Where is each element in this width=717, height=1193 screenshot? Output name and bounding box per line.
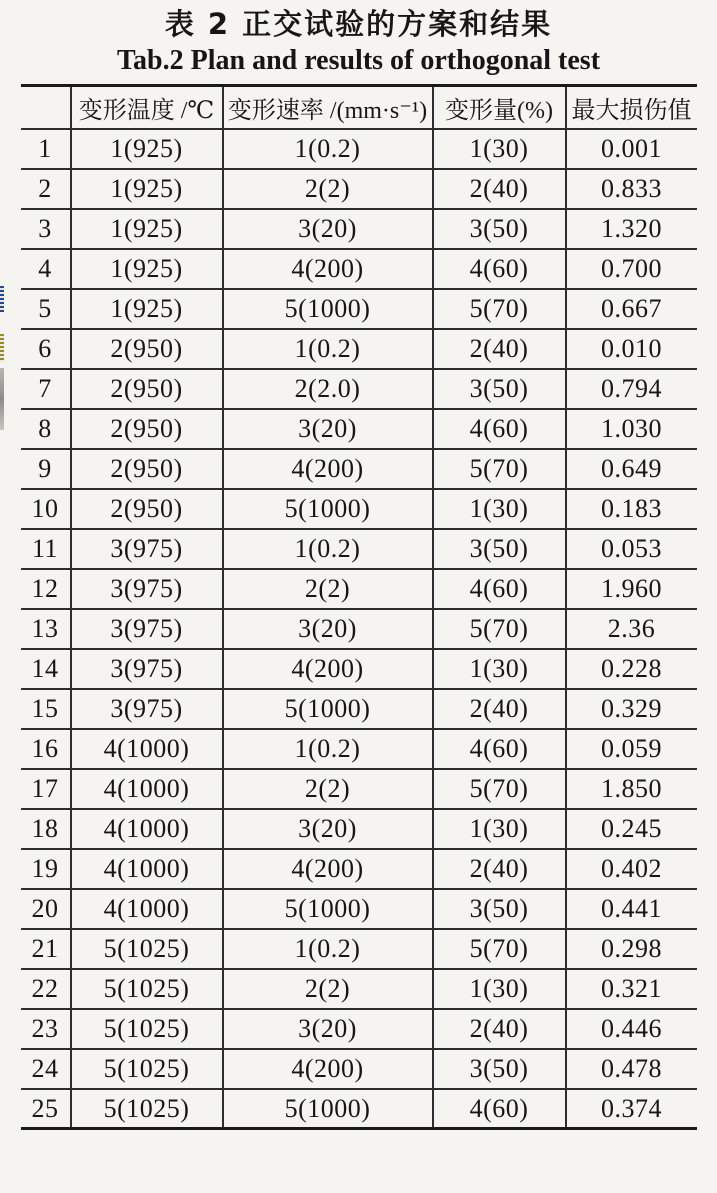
data-cell: 1(925) (71, 249, 223, 289)
table-row (21, 769, 697, 809)
data-cell: 3(50) (433, 1049, 566, 1089)
row-index-cell: 12 (21, 569, 71, 609)
data-cell: 1(30) (433, 489, 566, 529)
data-cell: 3(20) (223, 609, 433, 649)
table-body (21, 129, 697, 1129)
data-cell: 3(975) (71, 689, 223, 729)
data-cell: 1(0.2) (223, 929, 433, 969)
data-cell: 0.183 (566, 489, 697, 529)
table-row (21, 329, 697, 369)
data-cell: 1(30) (433, 649, 566, 689)
column-header-1: 变形温度 /℃ (71, 86, 223, 129)
data-cell: 0.833 (566, 169, 697, 209)
data-cell: 2(40) (433, 329, 566, 369)
row-index-cell: 7 (21, 369, 71, 409)
data-cell: 5(70) (433, 289, 566, 329)
table-row (21, 609, 697, 649)
data-cell: 1(30) (433, 969, 566, 1009)
row-index-cell: 9 (21, 449, 71, 489)
data-cell: 2(950) (71, 329, 223, 369)
table-row (21, 369, 697, 409)
data-cell: 5(70) (433, 929, 566, 969)
data-cell: 0.298 (566, 929, 697, 969)
row-index-cell: 11 (21, 529, 71, 569)
data-cell: 2.36 (566, 609, 697, 649)
data-cell: 3(975) (71, 609, 223, 649)
data-cell: 3(50) (433, 529, 566, 569)
data-cell: 2(2.0) (223, 369, 433, 409)
data-cell: 3(20) (223, 1009, 433, 1049)
table-row (21, 889, 697, 929)
table-row (21, 409, 697, 449)
data-cell: 4(60) (433, 729, 566, 769)
data-cell: 2(950) (71, 489, 223, 529)
data-cell: 2(2) (223, 569, 433, 609)
data-cell: 0.649 (566, 449, 697, 489)
data-cell: 4(1000) (71, 889, 223, 929)
table-row (21, 129, 697, 169)
table-row (21, 209, 697, 249)
data-cell: 5(1025) (71, 1009, 223, 1049)
data-cell: 3(20) (223, 209, 433, 249)
row-index-cell: 1 (21, 129, 71, 169)
data-cell: 0.374 (601, 1093, 662, 1123)
row-index-cell: 17 (21, 769, 71, 809)
data-cell: 4(60) (433, 569, 566, 609)
data-cell: 1(0.2) (223, 329, 433, 369)
row-index-cell: 4 (21, 249, 71, 289)
data-cell: 4(1000) (71, 769, 223, 809)
data-cell: 4(1000) (71, 809, 223, 849)
table-row (21, 169, 697, 209)
data-cell: 5(70) (433, 769, 566, 809)
data-cell: 0.329 (566, 689, 697, 729)
data-cell: 1.320 (566, 209, 697, 249)
data-cell: 4(200) (223, 1049, 433, 1089)
data-cell: 5(1000) (223, 889, 433, 929)
table-row (21, 1089, 697, 1129)
row-index-cell: 15 (21, 689, 71, 729)
column-header-2: 变形速率 /(mm·s⁻¹) (223, 86, 433, 129)
row-index-cell: 16 (21, 729, 71, 769)
table-row (21, 1049, 697, 1089)
data-cell: 4(200) (223, 249, 433, 289)
data-cell: 0.700 (566, 249, 697, 289)
row-index-cell: 2 (21, 169, 71, 209)
data-cell: 0.794 (566, 369, 697, 409)
data-cell: 1.850 (566, 769, 697, 809)
row-index-cell: 6 (21, 329, 71, 369)
data-cell: 2(2) (223, 169, 433, 209)
scan-artifact (0, 334, 4, 362)
data-cell: 3(20) (223, 409, 433, 449)
data-cell: 2(40) (433, 1009, 566, 1049)
table-row (21, 1009, 697, 1049)
table-row (21, 969, 697, 1009)
data-cell: 1(925) (71, 209, 223, 249)
table-row (21, 289, 697, 329)
data-cell: 1(0.2) (223, 729, 433, 769)
data-cell: 3(50) (433, 889, 566, 929)
data-cell: 4(200) (223, 649, 433, 689)
row-index-cell: 21 (21, 929, 71, 969)
table-row (21, 649, 697, 689)
row-index-cell: 19 (21, 849, 71, 889)
data-cell: 3(20) (223, 809, 433, 849)
data-cell: 3(50) (433, 209, 566, 249)
data-cell: 2(950) (71, 409, 223, 449)
data-cell: 1(925) (71, 169, 223, 209)
row-index-cell: 13 (21, 609, 71, 649)
data-cell: 0.402 (566, 849, 697, 889)
data-cell: 4(60) (433, 249, 566, 289)
data-cell: 4(1000) (71, 849, 223, 889)
data-cell: 1(925) (71, 289, 223, 329)
data-cell: 1(0.2) (223, 129, 433, 169)
table-row (21, 689, 697, 729)
data-cell: 4(1000) (71, 729, 223, 769)
table-row (21, 569, 697, 609)
data-cell: 0.667 (566, 289, 697, 329)
data-cell: 1(0.2) (223, 529, 433, 569)
data-cell: 0.001 (566, 129, 697, 169)
data-cell: 4(60) (433, 1089, 566, 1129)
data-cell: 3(975) (71, 529, 223, 569)
data-cell: 5(1000) (223, 689, 433, 729)
data-cell: 5(1025) (71, 929, 223, 969)
orthogonal-test-table (21, 84, 697, 1130)
data-cell: 4(60) (433, 409, 566, 449)
data-cell: 0.059 (566, 729, 697, 769)
data-cell: 2(40) (433, 849, 566, 889)
data-cell: 5(70) (433, 449, 566, 489)
data-cell: 0.321 (566, 969, 697, 1009)
data-cell: 5(1000) (223, 289, 433, 329)
table-row (21, 249, 697, 289)
scan-artifact (0, 368, 4, 430)
table-caption (0, 0, 717, 77)
data-cell: 5(1025) (71, 1089, 223, 1129)
data-cell: 0.441 (566, 889, 697, 929)
table-row (21, 809, 697, 849)
data-cell: 0.446 (566, 1009, 697, 1049)
row-index-cell: 10 (21, 489, 71, 529)
row-index-cell: 23 (21, 1009, 71, 1049)
table-caption-zh: 表 2 正交试验的方案和结果 (164, 7, 553, 41)
data-cell: 5(1025) (71, 969, 223, 1009)
data-cell: 2(950) (71, 449, 223, 489)
data-cell: 5(1000) (223, 489, 433, 529)
data-cell: 1.030 (566, 409, 697, 449)
data-cell: 2(2) (223, 969, 433, 1009)
table-caption-en: Tab.2 Plan and results of orthogonal test (116, 44, 601, 76)
table-row (21, 529, 697, 569)
data-cell: 1(30) (433, 129, 566, 169)
table-row (21, 449, 697, 489)
column-header-empty (21, 86, 71, 129)
data-cell: 2(40) (433, 169, 566, 209)
row-index-cell: 18 (21, 809, 71, 849)
row-index-cell: 8 (21, 409, 71, 449)
table-row (21, 489, 697, 529)
table-header-row (21, 86, 697, 129)
data-cell: 0.478 (566, 1049, 697, 1089)
data-cell: 1.960 (566, 569, 697, 609)
table-row (21, 849, 697, 889)
data-cell: 4(200) (223, 449, 433, 489)
data-cell: 4(200) (223, 849, 433, 889)
data-cell: 0.228 (566, 649, 697, 689)
table-row (21, 929, 697, 969)
data-cell: 1(30) (433, 809, 566, 849)
data-cell: 2(40) (433, 689, 566, 729)
row-index-cell: 24 (21, 1049, 71, 1089)
data-cell: 0.053 (566, 529, 697, 569)
data-cell: 2(950) (71, 369, 223, 409)
row-index-cell: 20 (21, 889, 71, 929)
data-cell: 0.010 (566, 329, 697, 369)
row-index-cell: 14 (21, 649, 71, 689)
data-cell: 0.245 (566, 809, 697, 849)
data-cell: 3(975) (71, 569, 223, 609)
row-index-cell: 22 (21, 969, 71, 1009)
row-index-cell: 3 (21, 209, 71, 249)
column-header-4: 最大损伤值 (566, 86, 697, 129)
data-cell: 5(1000) (223, 1089, 433, 1129)
data-cell: 3(50) (433, 369, 566, 409)
row-index-cell: 5 (21, 289, 71, 329)
data-cell: 1(925) (71, 129, 223, 169)
data-cell: 5(70) (433, 609, 566, 649)
row-index-cell: 25 (21, 1089, 71, 1129)
data-cell: 3(975) (71, 649, 223, 689)
data-cell: 5(1025) (71, 1049, 223, 1089)
table-row (21, 729, 697, 769)
data-cell: 2(2) (223, 769, 433, 809)
scan-artifact (0, 286, 4, 312)
column-header-3: 变形量(%) (433, 86, 566, 129)
